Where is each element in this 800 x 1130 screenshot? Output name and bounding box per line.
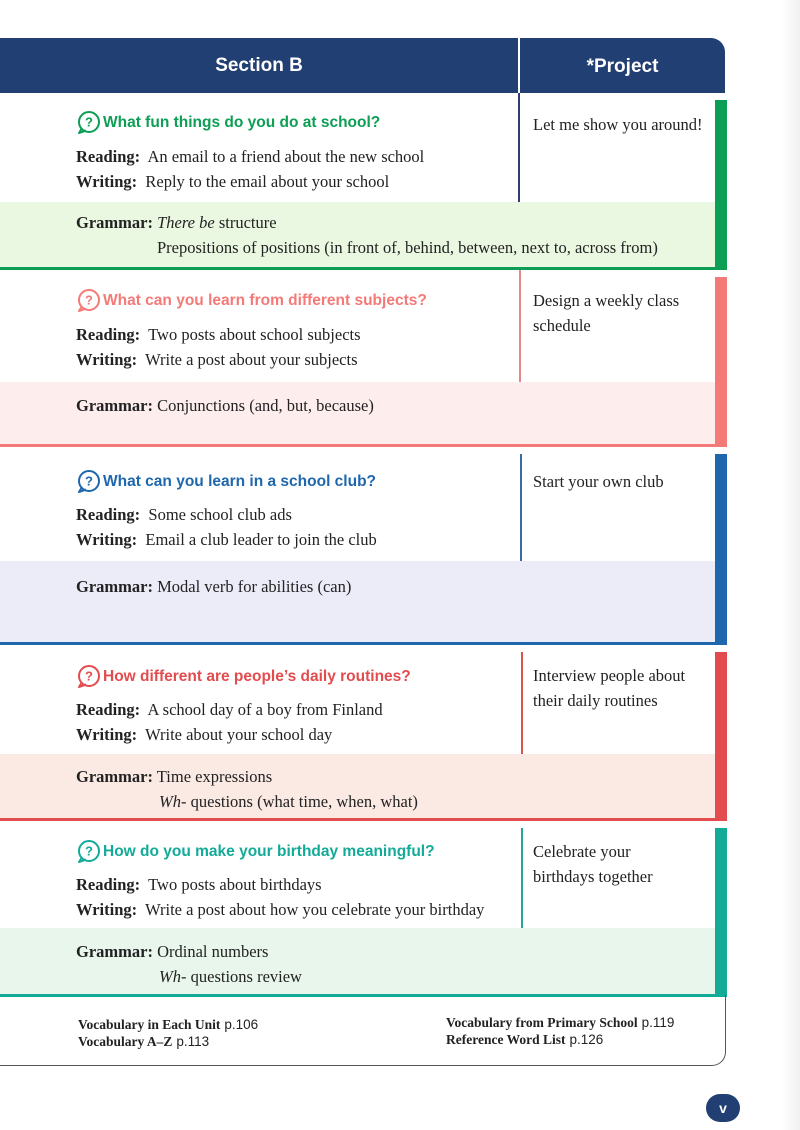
column-divider <box>518 93 520 202</box>
footer-link-label: Vocabulary in Each Unit <box>78 1017 221 1032</box>
writing-text: Write about your school day <box>145 725 333 744</box>
reading-text: Two posts about birthdays <box>148 875 322 894</box>
reading-text: A school day of a boy from Finland <box>147 700 383 719</box>
project-line-1: Design a weekly class <box>533 291 680 310</box>
writing-line <box>76 350 358 370</box>
column-divider <box>521 828 523 928</box>
section-row-2 <box>0 270 727 447</box>
reading-line <box>76 875 322 895</box>
writing-line <box>76 530 377 550</box>
grammar-line <box>76 942 268 962</box>
section-question <box>76 288 427 313</box>
question-text: How different are people’s daily routines? <box>103 667 411 685</box>
project-text <box>533 288 713 338</box>
grammar-text: Ordinal numbers <box>157 942 269 961</box>
grammar-text-2: Prepositions of positions (in front of, behind, between, next to, across from) <box>157 238 658 257</box>
grammar-label: Grammar: <box>76 213 153 232</box>
grammar-text-2: questions review <box>186 967 302 986</box>
grammar-line-2 <box>159 967 302 987</box>
grammar-background <box>0 561 715 642</box>
reading-text: Two posts about school subjects <box>148 325 361 344</box>
side-accent-bar <box>715 277 727 447</box>
project-text <box>533 663 713 713</box>
question-bubble-icon <box>76 288 101 313</box>
section-row-5 <box>0 821 727 997</box>
grammar-emphasis: There be <box>157 213 215 232</box>
project-text <box>533 469 713 494</box>
column-divider <box>521 652 523 754</box>
table-header <box>0 38 725 93</box>
svg-text:?: ? <box>85 114 93 130</box>
project-line-1: Let me show you around! <box>533 115 703 134</box>
grammar-emphasis: Wh- <box>159 792 187 811</box>
grammar-line <box>76 577 351 597</box>
reading-line <box>76 147 424 167</box>
reading-line <box>76 700 383 720</box>
footer-link-page: p.106 <box>224 1017 259 1032</box>
section-row-1 <box>0 93 727 270</box>
question-bubble-icon <box>76 469 101 494</box>
section-question <box>76 839 435 864</box>
grammar-text: Conjunctions (and, but, because) <box>157 396 374 415</box>
project-line-1: Start your own club <box>533 472 664 491</box>
writing-line <box>76 900 484 920</box>
page-edge-shadow <box>782 0 800 1130</box>
side-accent-bar <box>715 100 727 270</box>
section-row-4 <box>0 645 727 821</box>
reading-line <box>76 505 292 525</box>
question-bubble-icon <box>76 110 101 135</box>
footer-link-vocab-primary[interactable] <box>446 1015 674 1031</box>
grammar-text: structure <box>214 213 277 232</box>
writing-text: Email a club leader to join the club <box>145 530 377 549</box>
grammar-line-2 <box>159 792 418 812</box>
grammar-line <box>76 213 277 233</box>
writing-label: Writing: <box>76 725 138 744</box>
footer-link-label: Reference Word List <box>446 1032 566 1047</box>
side-accent-bar <box>715 652 727 821</box>
svg-text:?: ? <box>85 473 93 489</box>
project-line-2: birthdays together <box>533 867 653 886</box>
grammar-label: Grammar: <box>76 942 153 961</box>
footer-link-page: p.113 <box>176 1034 210 1049</box>
footer-link-label: Vocabulary A–Z <box>78 1034 173 1049</box>
project-line-2: schedule <box>533 316 591 335</box>
footer-link-reference-word-list[interactable] <box>446 1032 603 1048</box>
writing-text: Write a post about your subjects <box>145 350 358 369</box>
grammar-text: Modal verb for abilities (can) <box>157 577 352 596</box>
svg-text:?: ? <box>85 668 93 684</box>
footer-link-vocab-a-z[interactable] <box>78 1034 209 1050</box>
writing-label: Writing: <box>76 530 138 549</box>
grammar-line <box>76 396 374 416</box>
section-row-3 <box>0 447 727 645</box>
question-text: How do you make your birthday meaningful? <box>103 842 435 860</box>
writing-text: Reply to the email about your school <box>145 172 390 191</box>
writing-label: Writing: <box>76 172 138 191</box>
writing-label: Writing: <box>76 900 138 919</box>
grammar-line <box>76 767 272 787</box>
grammar-label: Grammar: <box>76 577 153 596</box>
project-line-1: Interview people about <box>533 666 686 685</box>
writing-line <box>76 172 389 192</box>
reading-text: Some school club ads <box>148 505 292 524</box>
svg-text:?: ? <box>85 843 93 859</box>
footer-link-page: p.126 <box>569 1032 604 1047</box>
svg-text:?: ? <box>85 292 93 308</box>
side-accent-bar <box>715 828 727 997</box>
question-bubble-icon <box>76 664 101 689</box>
grammar-line-2 <box>157 238 658 258</box>
project-line-2: their daily routines <box>533 691 658 710</box>
grammar-label: Grammar: <box>76 396 153 415</box>
question-text: What can you learn from different subjects? <box>103 291 427 309</box>
reading-label: Reading: <box>76 147 141 166</box>
question-text: What fun things do you do at school? <box>103 113 381 131</box>
grammar-label: Grammar: <box>76 767 153 786</box>
section-question <box>76 469 376 494</box>
question-text: What can you learn in a school club? <box>103 472 377 490</box>
writing-text: Write a post about how you celebrate your birthday <box>145 900 485 919</box>
project-text <box>533 839 713 889</box>
project-text <box>533 112 713 137</box>
section-question <box>76 110 380 135</box>
reading-label: Reading: <box>76 505 141 524</box>
grammar-emphasis: Wh- <box>159 967 187 986</box>
reading-line <box>76 325 361 345</box>
writing-line <box>76 725 332 745</box>
reading-text: An email to a friend about the new school <box>147 147 425 166</box>
reading-label: Reading: <box>76 875 141 894</box>
grammar-text-2: questions (what time, when, what) <box>186 792 418 811</box>
column-divider <box>519 270 521 382</box>
footer-link-label: Vocabulary from Primary School <box>446 1015 638 1030</box>
side-accent-bar <box>715 454 727 645</box>
column-divider <box>520 454 522 561</box>
question-bubble-icon <box>76 839 101 864</box>
header-section-b: Section B <box>215 55 303 76</box>
footer-link-vocab-each-unit[interactable] <box>78 1017 258 1033</box>
reading-label: Reading: <box>76 325 141 344</box>
project-line-1: Celebrate your <box>533 842 631 861</box>
header-project: *Project <box>586 56 659 77</box>
page-number-badge: v <box>706 1094 740 1122</box>
section-question <box>76 664 411 689</box>
grammar-text: Time expressions <box>156 767 273 786</box>
writing-label: Writing: <box>76 350 138 369</box>
reading-label: Reading: <box>76 700 141 719</box>
footer-link-page: p.119 <box>641 1015 675 1030</box>
appendix-footer <box>0 995 727 1067</box>
